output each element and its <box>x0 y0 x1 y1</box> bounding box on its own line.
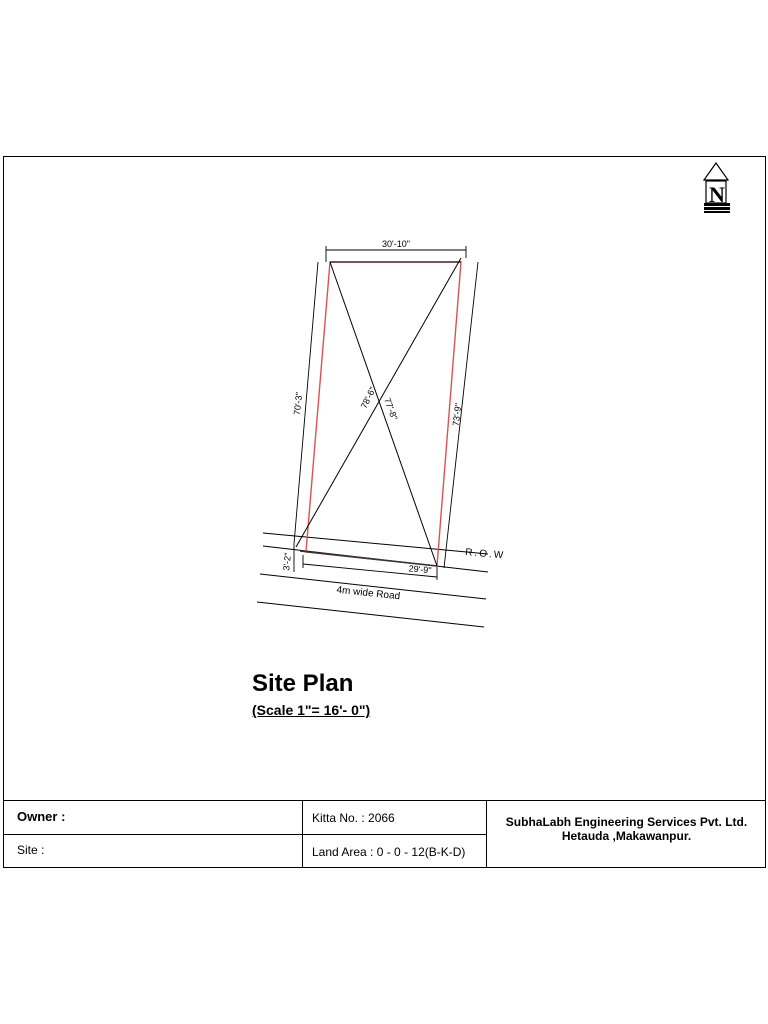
diagonal-lines <box>296 258 461 566</box>
scale-label: (Scale 1"= 16'- 0") <box>252 702 371 718</box>
road-lines <box>257 533 488 627</box>
kitta-number: Kitta No. : 2066 <box>303 801 487 835</box>
dimension-diagonal-1: 78'-6" <box>358 385 378 411</box>
title-block <box>3 800 766 868</box>
dimension-bottom: 29'-9" <box>408 563 432 576</box>
company-address: Hetauda ,Makawanpur. <box>561 829 692 843</box>
dimension-row-offset: 3'-2" <box>281 552 293 572</box>
land-area: Land Area : 0 - 0 - 12(B-K-D) <box>303 835 487 868</box>
company-name: SubhaLabh Engineering Services Pvt. Ltd. <box>505 815 748 829</box>
dimension-lines <box>291 246 478 580</box>
company-info <box>487 801 766 868</box>
page-title: Site Plan <box>252 670 354 697</box>
dimension-diagonal-2: 77'-8" <box>382 396 400 422</box>
road-label: 4m wide Road <box>335 584 401 603</box>
dimension-right: 73'-9" <box>450 402 464 427</box>
site-label: Site : <box>3 835 303 868</box>
row-label: R.O.W <box>464 547 506 562</box>
dimension-top: 30'-10" <box>382 239 410 249</box>
north-arrow-icon <box>704 163 730 213</box>
dimension-left: 70'-3" <box>291 391 305 416</box>
north-label: N <box>709 182 725 207</box>
owner-label: Owner : <box>3 801 303 835</box>
